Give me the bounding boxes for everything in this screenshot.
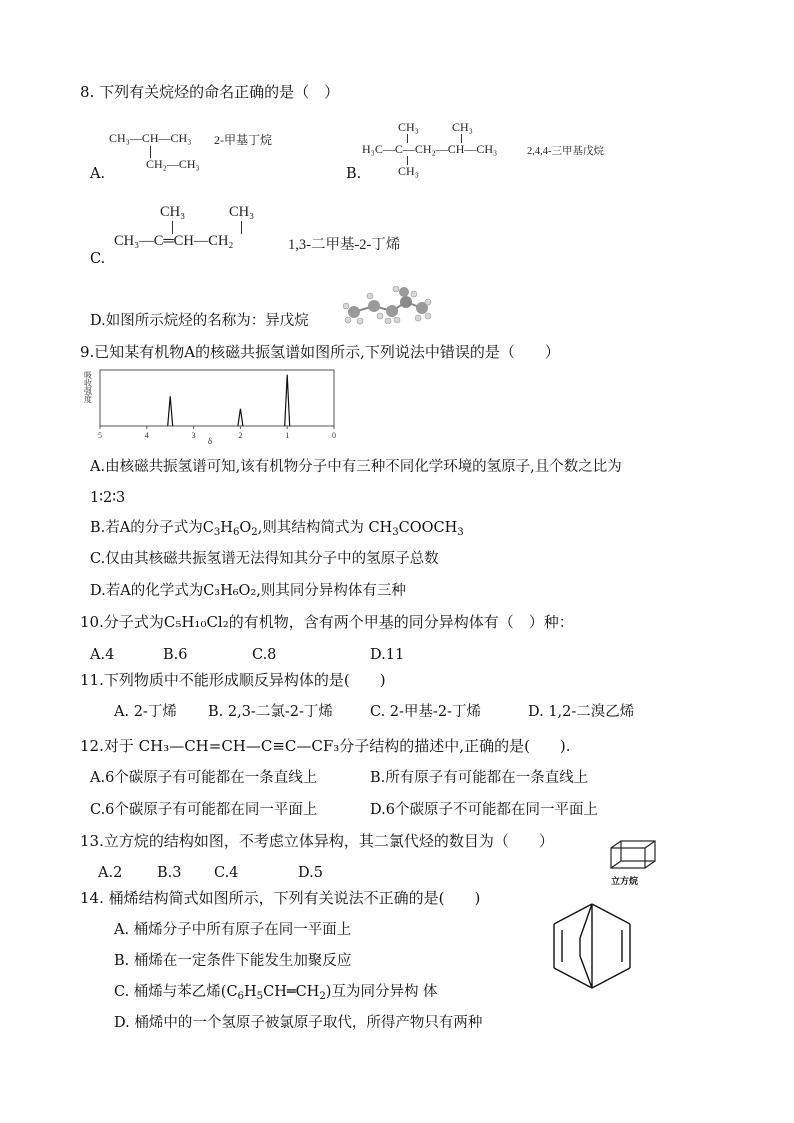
q8-optC-label: C. bbox=[90, 251, 106, 267]
nmr-ylabel: 吸 收 强 度 bbox=[84, 371, 92, 404]
nmr-tick-label-1: 1 bbox=[285, 431, 290, 440]
q10-optA: A.4 bbox=[90, 647, 115, 663]
q9-optB: B.若A的分子式为$C_3H_6O_2$,则其结构简式为 $CH_3COOCH_3$ bbox=[90, 520, 464, 538]
q11-optB: B. 2,3-二氯-2-丁烯 bbox=[208, 704, 333, 720]
nmr-spectrum bbox=[82, 368, 340, 446]
q8-optA-label: A. bbox=[90, 166, 106, 182]
q8-stem: 8. 下列有关烷烃的命名正确的是（ ） bbox=[80, 83, 340, 101]
q14-optC: C. 桶烯与苯乙烯$(C_6H_5CH═CH_2)$互为同分异构 体 bbox=[114, 984, 438, 1002]
q10-stem: 10.分子式为C₅H₁₀Cl₂的有机物，含有两个甲基的同分异构体有（ ）种： bbox=[80, 613, 574, 631]
q13-optC: C.4 bbox=[214, 865, 239, 881]
q14-optD: D. 桶烯中的一个氢原子被氯原子取代，所得产物只有两种 bbox=[114, 1015, 483, 1031]
q14-optB: B. 桶烯在一定条件下能发生加聚反应 bbox=[114, 953, 352, 969]
nmr-xunit: δ bbox=[207, 436, 213, 446]
q9-stem: 9.已知某有机物A的核磁共振氢谱如图所示,下列说法中错误的是（ ） bbox=[80, 343, 560, 361]
q8-optA-name: 2-甲基丁烷 bbox=[214, 133, 272, 147]
nmr-peaks bbox=[168, 375, 290, 426]
q9-optA-line1: A.由核磁共振氢谱可知,该有机物分子中有三种不同化学环境的氢原子,且个数之比为 bbox=[90, 459, 622, 475]
nmr-peak-1 bbox=[238, 409, 243, 426]
q12-stem: 12.对于 CH₃—CH=CH—C≡C—CF₃分子结构的描述中,正确的是( ). bbox=[80, 737, 571, 755]
q9-optA-line2: 1∶2∶3 bbox=[90, 490, 126, 506]
q12-optA: A.6个碳原子有可能都在一条直线上 bbox=[90, 770, 318, 786]
q13-optA: A.2 bbox=[98, 865, 123, 881]
q8-optB-main: H₃C—C—CH₂—CH—CH₃ bbox=[362, 142, 498, 156]
isopentane-ball-model-icon bbox=[340, 286, 432, 326]
barrelene-icon bbox=[546, 898, 638, 994]
q11-optD: D. 1,2-二溴乙烯 bbox=[528, 704, 635, 720]
q11-optA: A. 2-丁烯 bbox=[114, 704, 177, 720]
q14-stem: 14. 桶烯结构简式如图所示，下列有关说法不正确的是( ) bbox=[80, 889, 481, 907]
q8-optD: D.如图所示烷烃的名称为：异戊烷 bbox=[90, 313, 309, 329]
q8-optA-line1: CH₃—CH—CH₃ bbox=[109, 131, 192, 145]
q14-optA: A. 桶烯分子中所有原子在同一平面上 bbox=[114, 922, 352, 938]
q8-optB-top2: CH₃ bbox=[452, 120, 473, 134]
q13-optB: B.3 bbox=[157, 865, 182, 881]
q8-optA-line2: CH₂—CH₃ bbox=[146, 157, 200, 171]
q13-optD: D.5 bbox=[298, 865, 323, 881]
q8-optC-top1: CH₃ bbox=[160, 204, 186, 220]
q9-optC: C.仅由其核磁共振氢谱无法得知其分子中的氢原子总数 bbox=[90, 551, 439, 567]
q10-optD: D.11 bbox=[370, 647, 405, 663]
q8-optC-main: CH₃—C═CH—CH₂ bbox=[114, 233, 234, 249]
nmr-tick-label-2: 2 bbox=[238, 431, 243, 440]
cubane-caption: 立方烷 bbox=[611, 877, 639, 887]
nmr-frame bbox=[100, 370, 334, 426]
nmr-peak-2 bbox=[285, 375, 290, 426]
q9-optD: D.若A的化学式为C₃H₆O₂,则其同分异构体有三种 bbox=[90, 583, 406, 599]
q12-optD: D.6个碳原子不可能都在同一平面上 bbox=[370, 802, 598, 818]
q12-optB: B.所有原子有可能都在一条直线上 bbox=[370, 770, 589, 786]
nmr-tick-label-5: 5 bbox=[98, 431, 102, 440]
q13-stem: 13.立方烷的结构如图，不考虑立体异构，其二氯代烃的数目为（ ） bbox=[80, 832, 554, 850]
q12-optC: C.6个碳原子有可能都在同一平面上 bbox=[90, 802, 318, 818]
nmr-tick-label-4: 4 bbox=[144, 431, 149, 440]
cubane-icon bbox=[608, 838, 660, 872]
q10-optB: B.6 bbox=[163, 647, 188, 663]
nmr-tick-label-3: 3 bbox=[191, 431, 196, 440]
q8-optB-bottom: CH₃ bbox=[398, 164, 419, 178]
q8-optB-label: B. bbox=[346, 166, 362, 182]
q8-optB-name: 2,4,4-三甲基戊烷 bbox=[527, 146, 604, 157]
nmr-ticks bbox=[98, 426, 336, 440]
q8-optC-name: 1,3-二甲基-2-丁烯 bbox=[288, 237, 401, 253]
nmr-plot bbox=[82, 368, 340, 446]
q11-stem: 11.下列物质中不能形成顺反异构体的是( ) bbox=[80, 671, 386, 689]
q11-optC: C. 2-甲基-2-丁烯 bbox=[370, 704, 481, 720]
q8-optC-top2: CH₃ bbox=[229, 204, 255, 220]
q8-optC-bond2 bbox=[241, 221, 242, 234]
q10-optC: C.8 bbox=[252, 647, 277, 663]
q8-optB-top1: CH₃ bbox=[398, 120, 419, 134]
nmr-tick-label-0: 0 bbox=[332, 431, 336, 440]
nmr-peak-0 bbox=[168, 396, 173, 426]
